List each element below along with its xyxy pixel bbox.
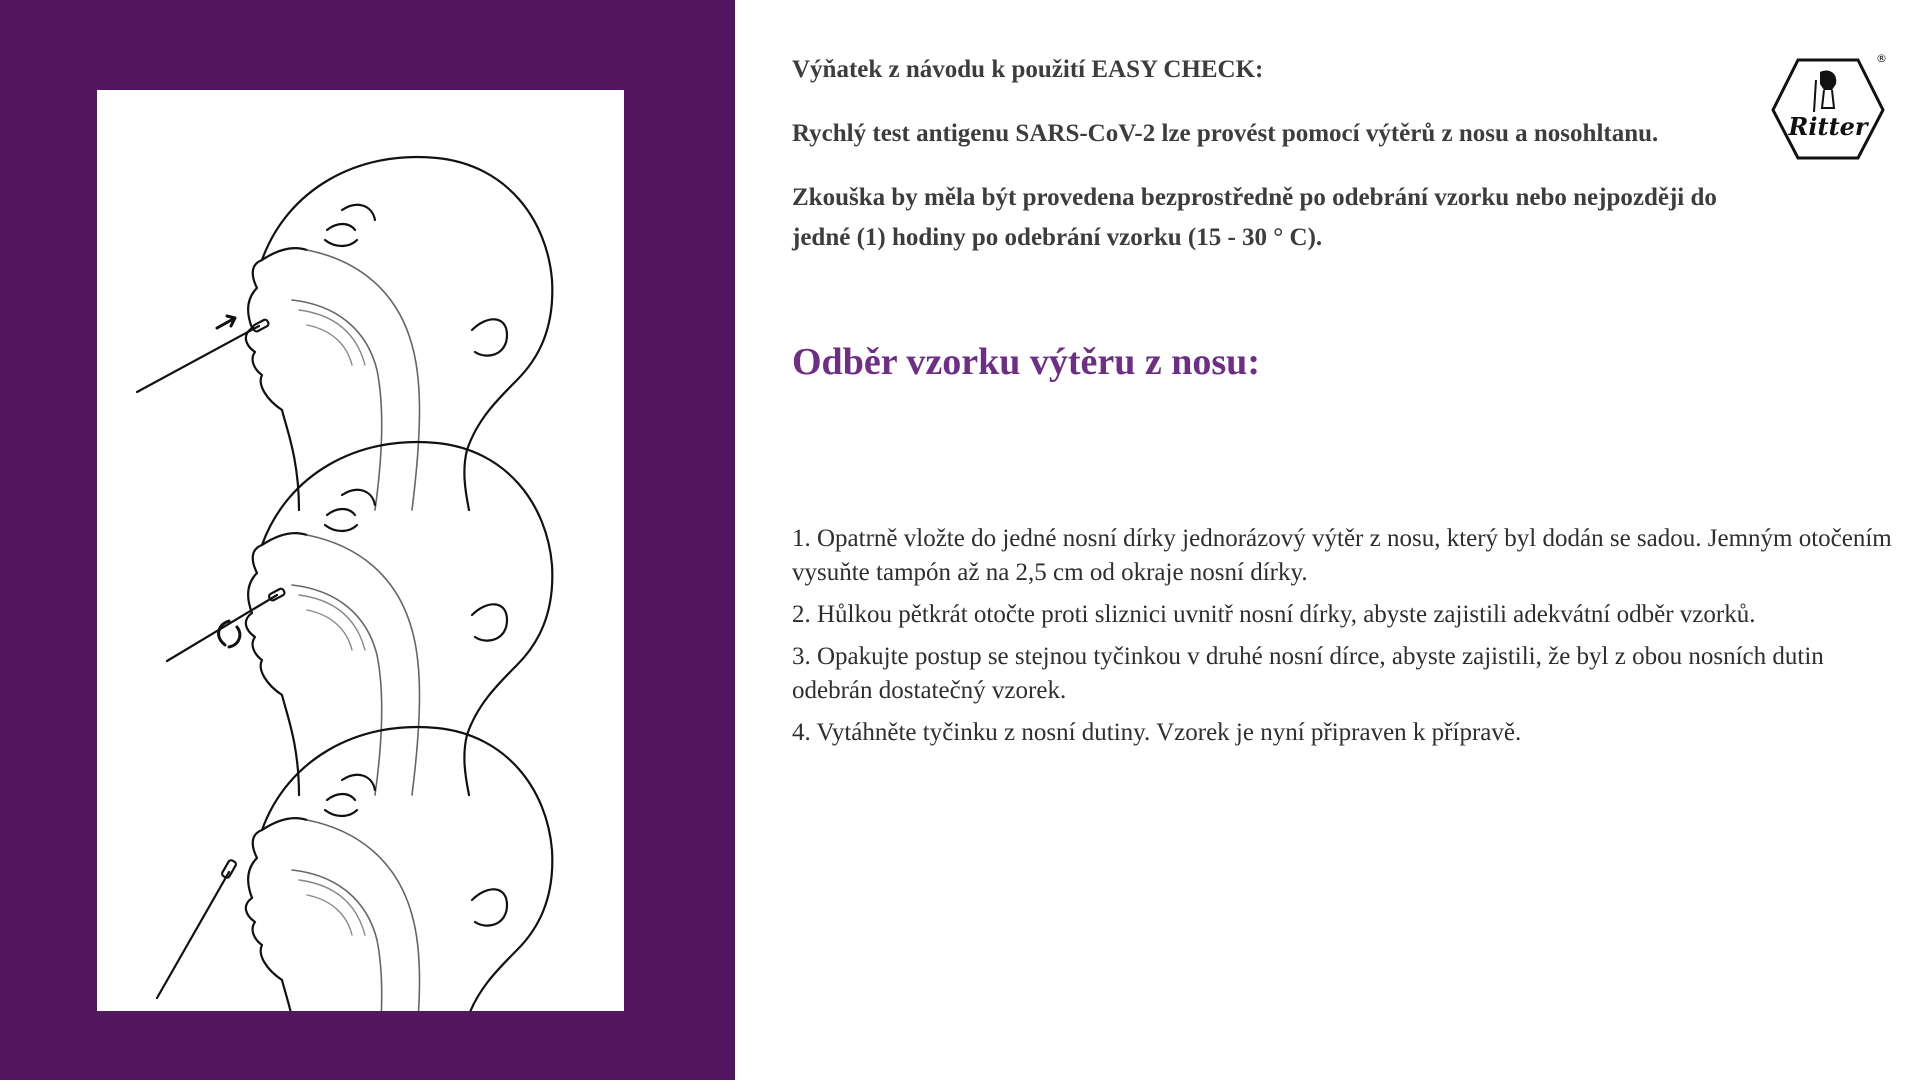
step-item: 4. Vytáhněte tyčinku z nosní dutiny. Vzorek je nyní připraven k přípravě. (792, 719, 1522, 746)
section-heading: Odběr vzorku výtěru z nosu: (792, 341, 1260, 383)
intro-timing-note: Zkouška by měla být provedena bezprostředně po odebrání vzorku nebo nejpozději do jedné (1) hodiny po odebrání vzorku (15 - 30 ° C). (792, 184, 1717, 251)
ritter-logo (1768, 50, 1888, 166)
intro-description: Rychlý test antigenu SARS-CoV-2 lze provést pomocí výtěrů z nosu a nosohltanu. (792, 120, 1659, 147)
step3-figure (157, 727, 552, 1011)
illustration-card (97, 90, 624, 1011)
registered-mark: ® (1876, 52, 1887, 65)
nasal-swab-illustration (97, 90, 624, 1011)
steps-list (792, 522, 1892, 758)
step-item: 1. Opatrně vložte do jedné nosní dírky jednorázový výtěr z nosu, který byl dodán se sadou. Jemným otočením vysuňte tampón až na 2,5 cm od okraje nosní dírky. (792, 525, 1892, 586)
intro-text (792, 50, 1872, 282)
step2-figure (167, 442, 552, 795)
step-item: 3. Opakujte postup se stejnou tyčinkou v druhé nosní dírce, abyste zajistili, že byl z obou nosních dutin odebrán dostatečný vzorek. (792, 643, 1824, 704)
intro-title: Výňatek z návodu k použití EASY CHECK: (792, 56, 1264, 83)
illustration-panel (0, 0, 735, 1080)
logo-brand-text: Ritter (1788, 112, 1868, 141)
step-item: 2. Hůlkou pětkrát otočte proti sliznici uvnitř nosní dírky, abyste zajistili adekvátní odběr vzorků. (792, 601, 1756, 628)
